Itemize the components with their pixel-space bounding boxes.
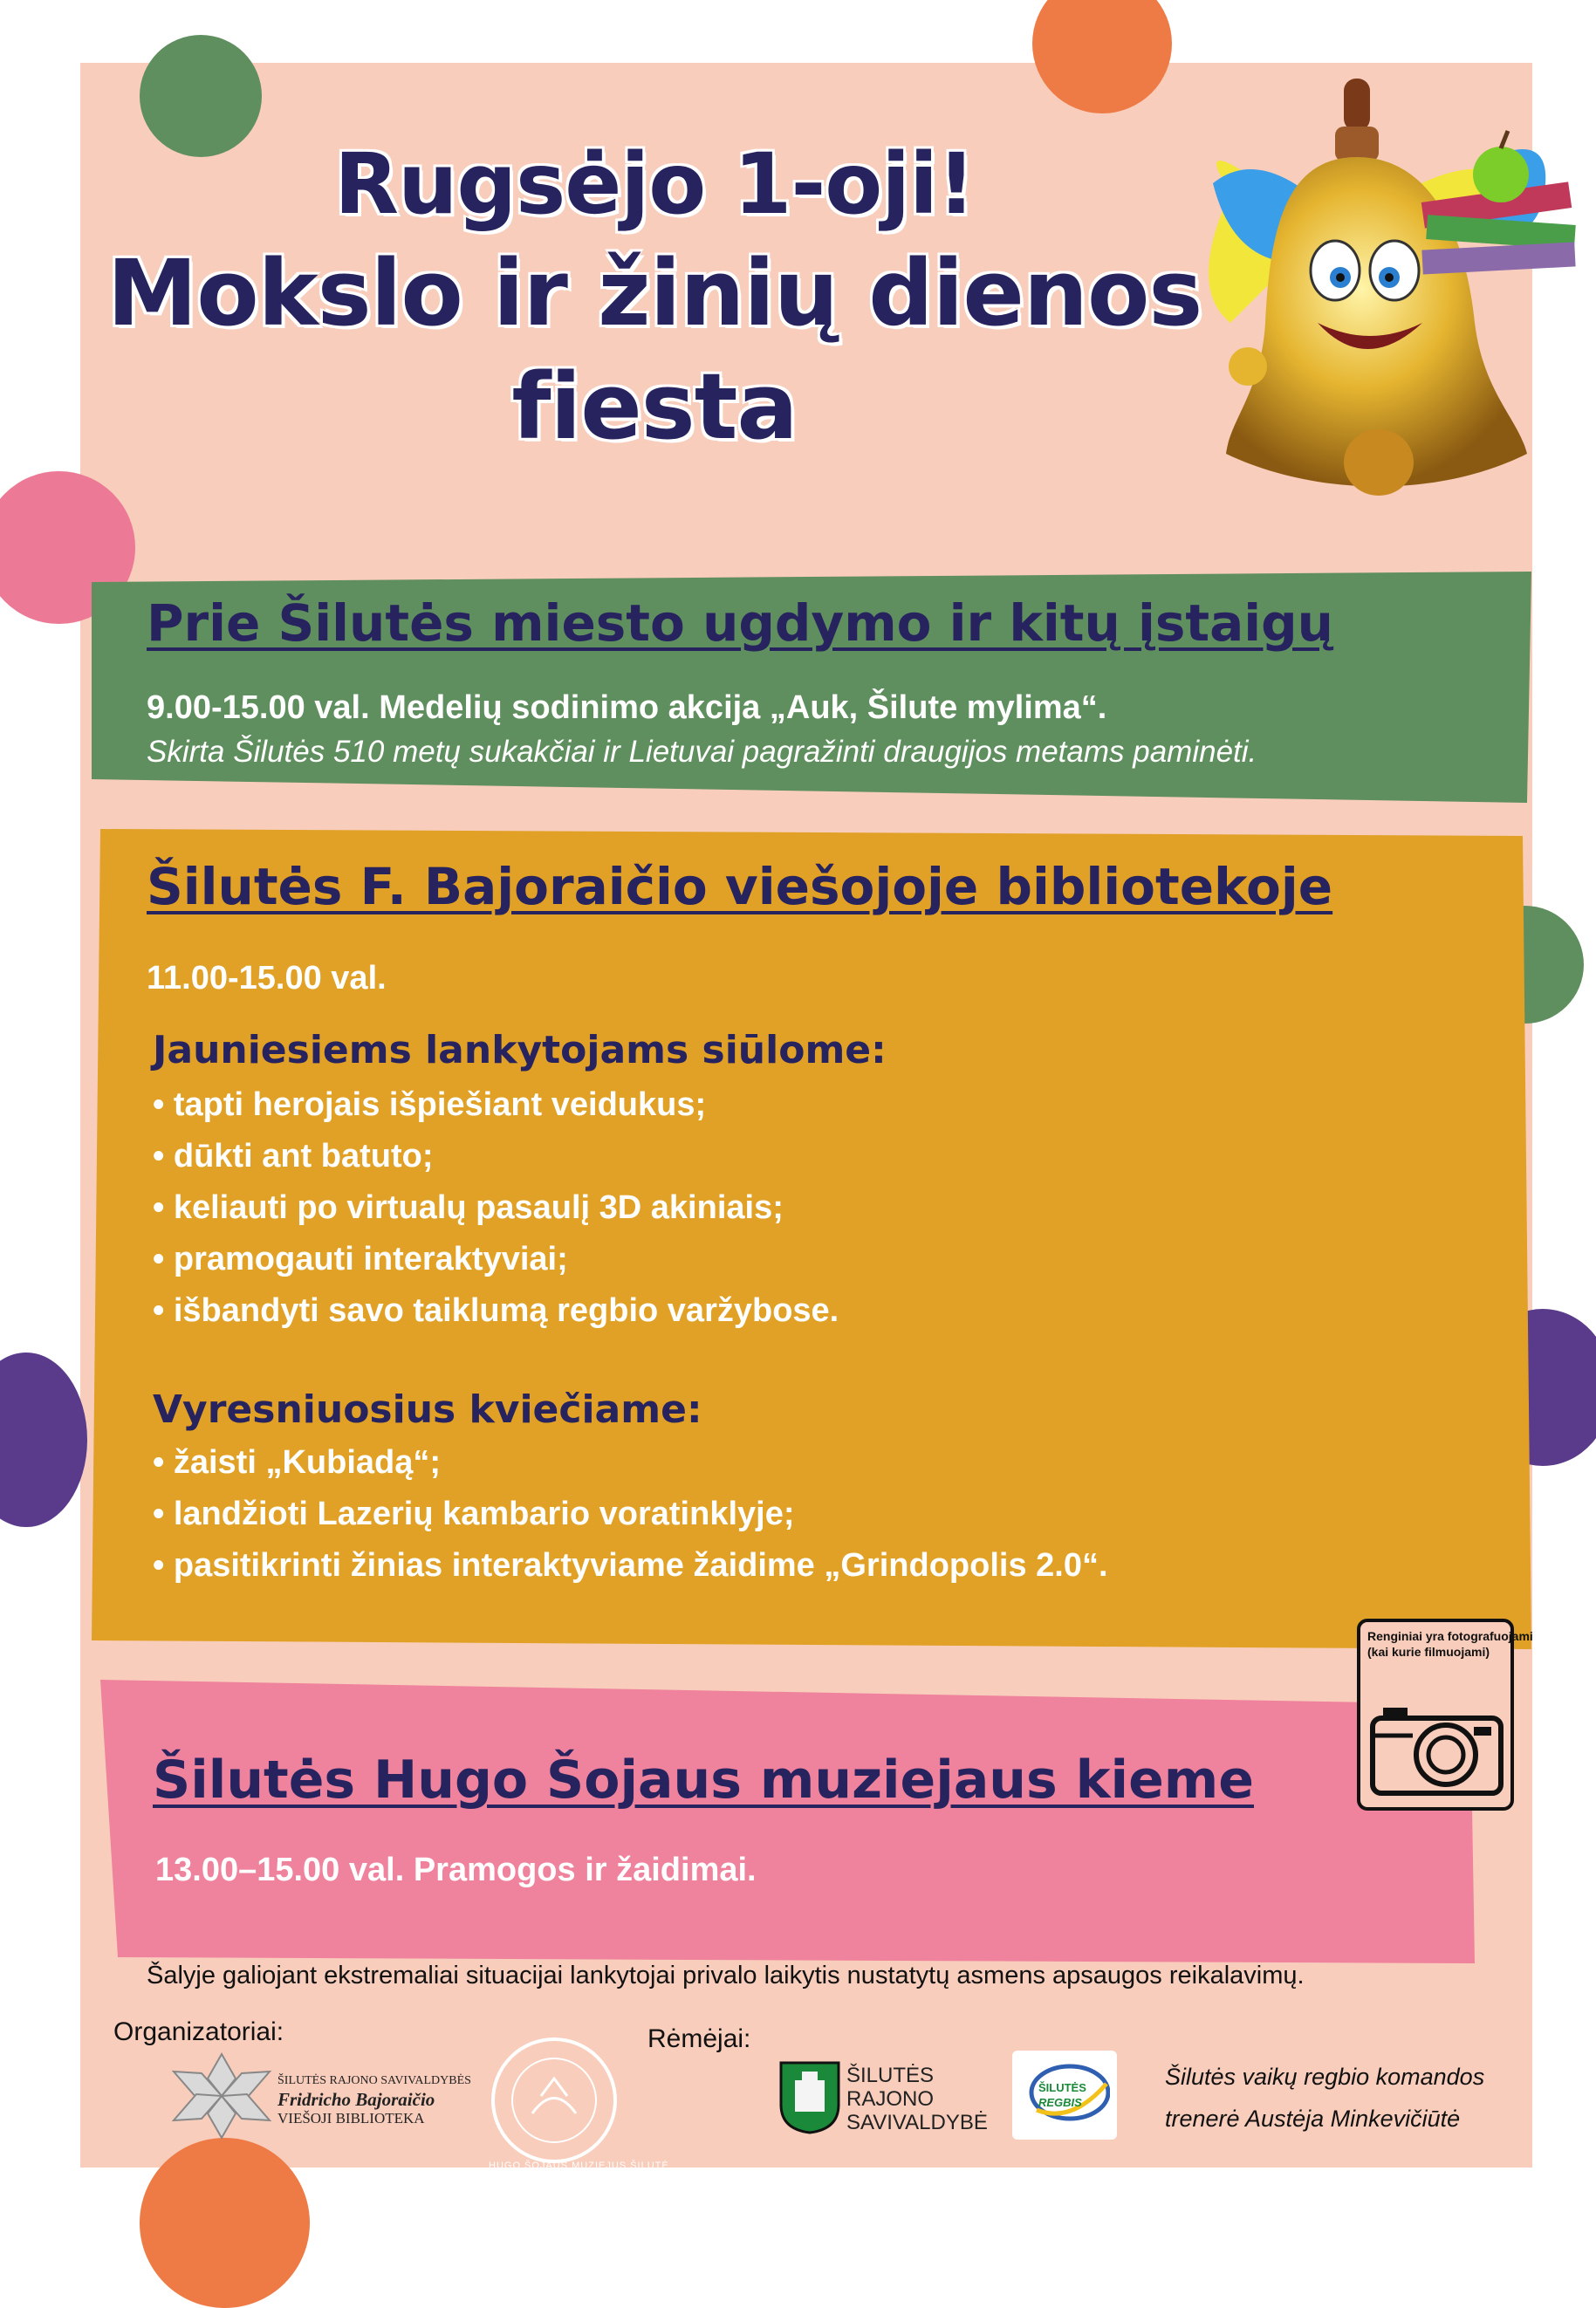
section-3-line-1: 13.00–15.00 val. Pramogos ir žaidimai. <box>155 1852 757 1888</box>
rugby-logo <box>1012 2051 1117 2140</box>
rugby-ball-icon <box>1019 2058 1110 2133</box>
organizers-label: Organizatoriai: <box>113 2017 284 2046</box>
young-item-1: • tapti herojais išpiešiant veidukus; <box>153 1086 707 1123</box>
rugby-logo-line-2: REGBIS <box>1038 2096 1082 2109</box>
section-2-heading: Šilutės F. Bajoraičio viešojoje bibliotekoje <box>147 857 1333 916</box>
safety-notice: Šalyje galiojant ekstremaliai situacijai lankytojai privalo laikytis nustatytų asmens apsaugos reikalavimų. <box>147 1962 1305 1990</box>
municipality-logo-line-1-text: ŠILUTĖS <box>846 2064 935 2087</box>
section-3-background <box>100 1680 1479 1968</box>
museum-seal-text: HUGO ŠOJAUS MUZIEJUS ŠILUTĖ <box>489 2161 669 2171</box>
title-line-2: Mokslo ir žinių dienos <box>106 240 1202 346</box>
library-logo-line-2: Fridricho Bajoraičio <box>277 2089 435 2110</box>
sponsors-label: Rėmėjai: <box>647 2024 751 2053</box>
bell-mascot-icon <box>1178 61 1588 532</box>
municipality-logo-line-3: SAVIVALDYBĖ <box>846 2111 988 2134</box>
young-item-3: • keliauti po virtualų pasaulį 3D akiniais; <box>153 1189 784 1226</box>
title-line-3: fiesta <box>511 353 798 460</box>
section-3-heading: Šilutės Hugo Šojaus muziejaus kieme <box>153 1750 1254 1811</box>
older-visitors-heading: Vyresniuosius kviečiame: <box>153 1387 702 1432</box>
section-1-line-2: Skirta Šilutės 510 metų sukakčiai ir Lietuvai pagražinti draugijos metams paminėti. <box>147 735 1257 769</box>
library-logo-line-1: ŠILUTĖS RAJONO SAVIVALDYBĖS <box>277 2074 471 2087</box>
municipality-logo-line-2: RAJONO <box>846 2087 935 2111</box>
young-item-4: • pramogauti interaktyviai; <box>153 1241 568 1277</box>
decor-dot-purple-left <box>0 1353 87 1527</box>
young-item-5: • išbandyti savo taiklumą regbio varžybose. <box>153 1292 839 1329</box>
photo-notice-line-2: (kai kurie filmuojami) <box>1367 1645 1490 1659</box>
section-1-line-1: 9.00-15.00 val. Medelių sodinimo akcija „Auk, Šilute mylima“. <box>147 689 1107 726</box>
section-2-time: 11.00-15.00 val. <box>147 960 387 996</box>
camera-icon <box>1369 1701 1504 1797</box>
library-logo-icon <box>170 2052 273 2140</box>
young-item-2: • dūkti ant batuto; <box>153 1138 434 1175</box>
rugby-logo-line-1: ŠILUTĖS <box>1038 2081 1086 2094</box>
older-item-1: • žaisti „Kubiadą“; <box>153 1444 442 1481</box>
coach-line-2: trenerė Austėja Minkevičiūtė <box>1165 2106 1461 2132</box>
older-item-3: • pasitikrinti žinias interaktyviame žaidime „Grindopolis 2.0“. <box>153 1547 1108 1584</box>
library-logo-line-3: VIEŠOJI BIBLIOTEKA <box>277 2110 425 2127</box>
older-item-2: • landžioti Lazerių kambario voratinklyje; <box>153 1496 795 1532</box>
coach-line-1: Šilutės vaikų regbio komandos <box>1165 2064 1485 2090</box>
title-line-1: Rugsėjo 1-oji! <box>334 135 975 233</box>
photo-notice-line-1: Renginiai yra fotografuojami <box>1367 1629 1533 1643</box>
photo-notice-box <box>1357 1619 1533 1811</box>
young-visitors-heading: Jauniesiems lankytojams siūlome: <box>153 1028 887 1072</box>
museum-seal-icon <box>489 2035 620 2166</box>
decor-dot-orange-bottom <box>140 2138 310 2308</box>
municipality-coat-of-arms-icon <box>779 2061 840 2134</box>
section-1-heading: Prie Šilutės miesto ugdymo ir kitų įstaigų <box>147 593 1333 653</box>
